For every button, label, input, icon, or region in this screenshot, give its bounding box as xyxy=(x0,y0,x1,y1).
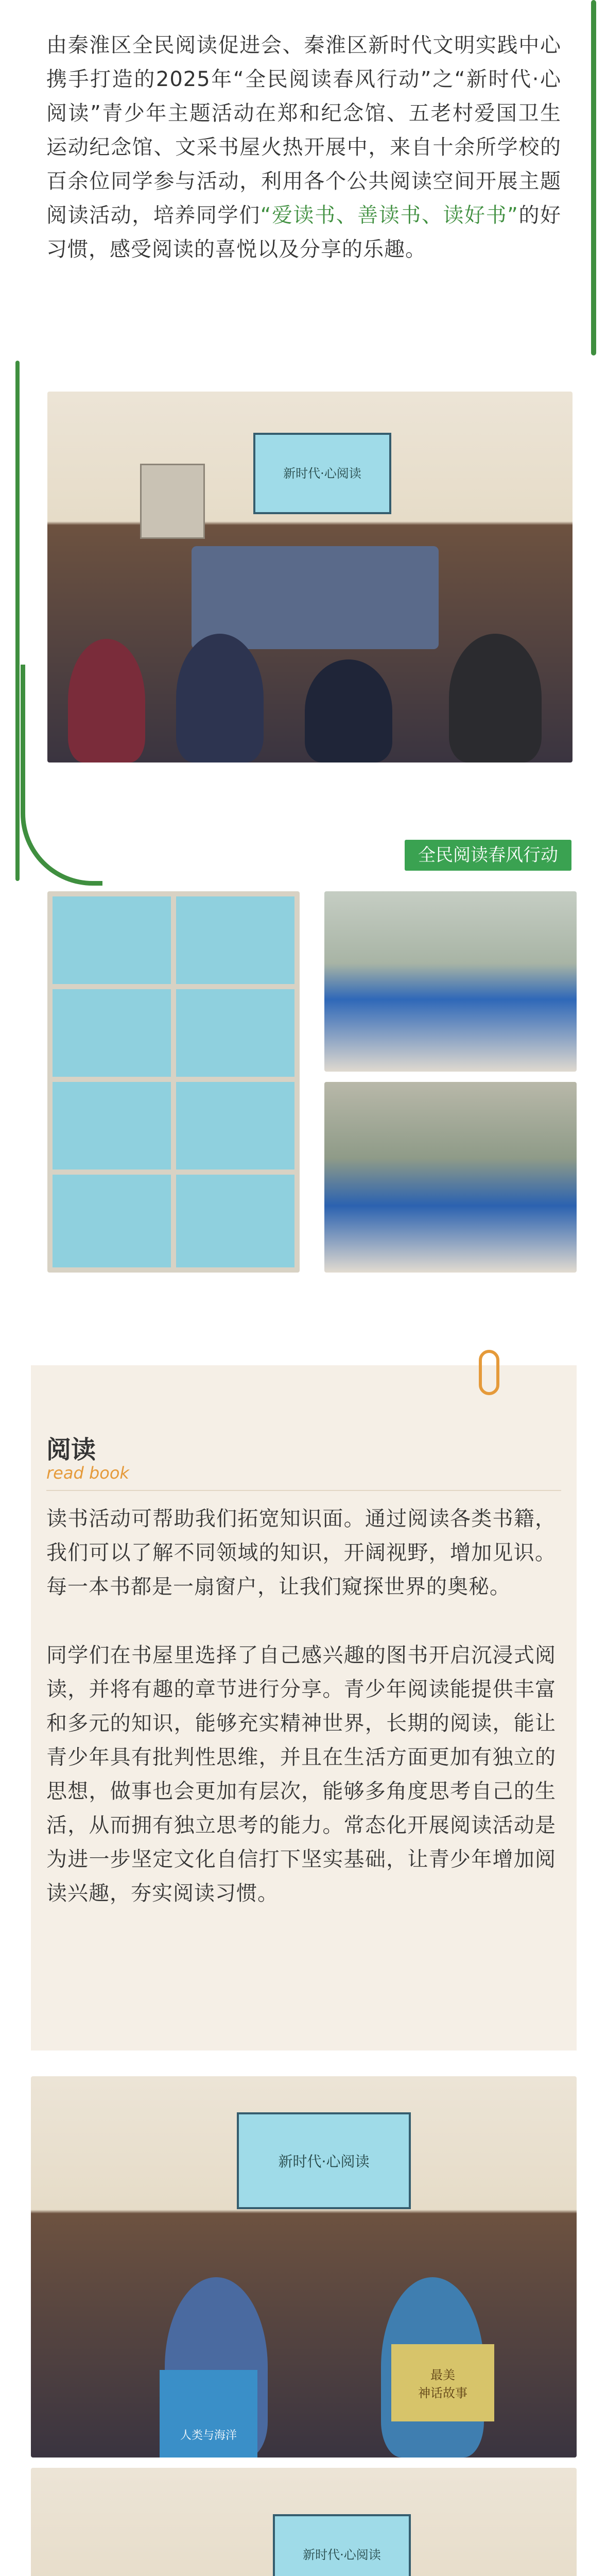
book-cover: 最美 神话故事 xyxy=(391,2344,494,2421)
book-cover: 人类与海洋 xyxy=(160,2370,257,2458)
screen-text: 新时代·心阅读 xyxy=(303,2548,381,2562)
intro-highlight: “爱读书、善读书、读好书” xyxy=(260,204,518,227)
reading-subtitle: read book xyxy=(46,1463,129,1483)
activity-photo-outdoor-table xyxy=(324,1082,577,1273)
reading-title: 阅读 xyxy=(46,1435,96,1464)
activity-photo-collage xyxy=(47,891,300,1273)
intro-text-end: 的好习惯，感受阅读的喜悦以及分享的乐趣。 xyxy=(46,204,562,261)
screen-text: 新时代·心阅读 xyxy=(278,2153,370,2170)
activity-photo-outdoor-group xyxy=(324,891,577,1072)
reading-paragraph-2: 同学们在书屋里选择了自己感兴趣的图书开启沉浸式阅读，并将有趣的章节进行分享。青少年阅读能提供丰富和多元的知识，能够充实精神世界，长期的阅读，能让青少年具有批判性思维，并且在生活方面更加有独立的思想，做事也会更加有层次，能够多角度思考自己的生活，从而拥有独立思考的能力。常态化开展阅读活动是为进一步坚定文化自信打下坚实基础，让青少年增加阅读兴趣，夯实阅读习惯。 xyxy=(46,1643,556,1905)
green-frame-line xyxy=(591,0,596,355)
reading-paragraph-1: 读书活动可帮助我们拓宽知识面。通过阅读各类书籍，我们可以了解不同领域的知识，开阔视野，增加见识。每一本书都是一扇窗户，让我们窥探世界的奥秘。 xyxy=(46,1507,556,1599)
intro-text: 由秦淮区全民阅读促进会、秦淮区新时代文明实践中心携手打造的2025年“全民阅读春风行动”之“新时代·心阅读”青少年主题活动在郑和纪念馆、五老村爱国卫生运动纪念馆、文采书屋火热开展中，来自十余所学校的百余位同学参与活动，利用各个公共阅读空间开展主题阅读活动，培养同学们 xyxy=(46,33,561,227)
divider xyxy=(46,1490,561,1491)
activity-photo-classroom-2 xyxy=(31,2468,577,2576)
intro-paragraph xyxy=(46,28,561,266)
green-frame-line xyxy=(15,361,20,881)
activity-photo-classroom xyxy=(47,392,573,762)
paperclip-icon xyxy=(479,1350,499,1395)
photo-caption-badge: 全民阅读春风行动 xyxy=(405,840,571,871)
screen-text: 新时代·心阅读 xyxy=(283,466,361,481)
activity-photo-book-sharing xyxy=(31,2076,577,2458)
